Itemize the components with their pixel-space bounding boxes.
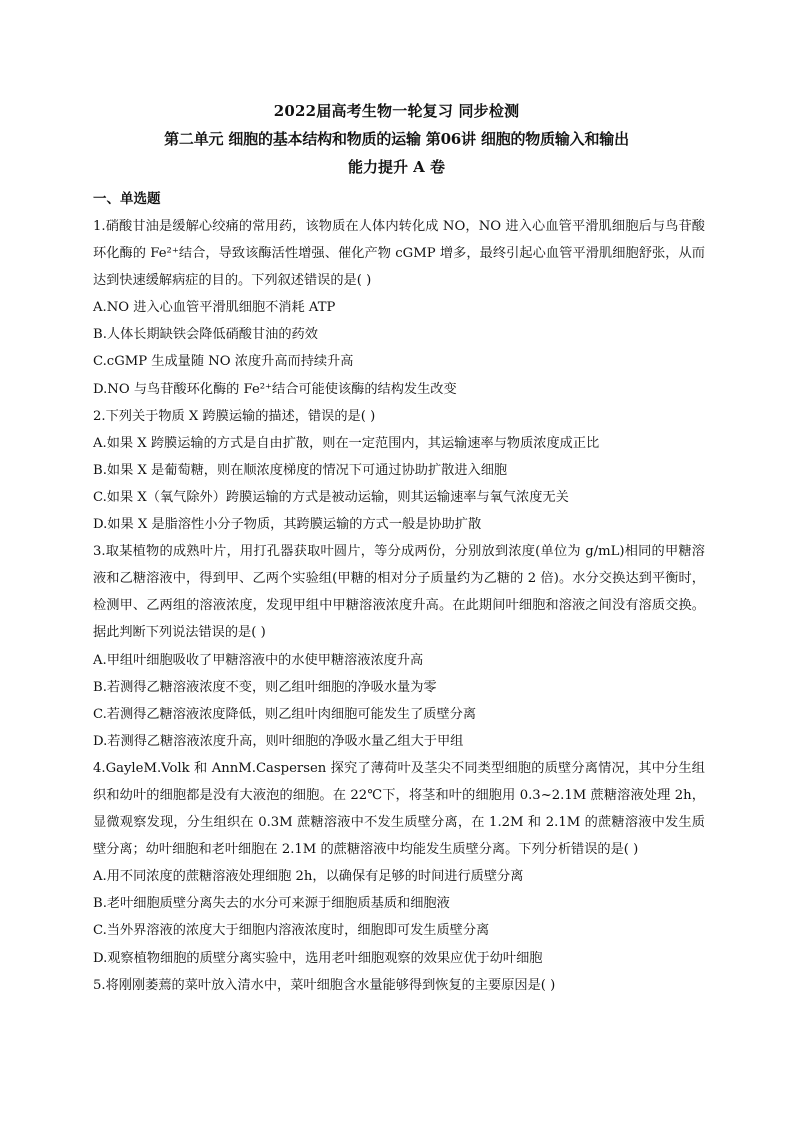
question-3-option-d: D.若测得乙糖溶液浓度升高，则叶细胞的净吸水量乙组大于甲组 xyxy=(93,733,464,749)
unit-title: 第二单元 细胞的基本结构和物质的运输 第06讲 细胞的物质输入和输出 xyxy=(164,130,629,148)
question-3-stem: 3.取某植物的成熟叶片，用打孔器获取叶圆片，等分成两份，分别放到浓度(单位为 g/mL)相同的甲糖溶液和乙糖溶液中，得到甲、乙两个实验组(甲糖的相对分子质量约为乙糖的 2 倍)。水分交换达到平衡时，检测甲、乙两组的溶液浓度，发现甲组中甲糖溶液浓度升高。在此期间叶细胞和溶液之间没有溶质交换。据此判断下列说法错误的是( ) xyxy=(93,544,705,641)
question-4-option-b: B.老叶细胞质壁分离失去的水分可来源于细胞质基质和细胞液 xyxy=(93,896,450,912)
question-1-option-d: D.NO 与鸟苷酸环化酶的 Fe²⁺结合可能使该酶的结构发生改变 xyxy=(93,381,457,397)
question-2-option-c: C.如果 X（氧气除外）跨膜运输的方式是被动运输，则其运输速率与氧气浓度无关 xyxy=(93,489,569,505)
question-2-option-d: D.如果 X 是脂溶性小分子物质，其跨膜运输的方式一般是协助扩散 xyxy=(93,517,482,533)
question-1-stem: 1.硝酸甘油是缓解心绞痛的常用药，该物质在人体内转化成 NO，NO 进入心血管平滑肌细胞后与鸟苷酸环化酶的 Fe²⁺结合，导致该酶活性增强、催化产物 cGMP 增多，最终引起心血管平滑肌细胞舒张，从而达到快速缓解病症的目的。下列叙述错误的是( ) xyxy=(93,219,705,289)
title-block xyxy=(0,97,793,181)
question-2-stem: 2.下列关于物质 X 跨膜运输的描述，错误的是( ) xyxy=(93,408,376,424)
question-3-option-c: C.若测得乙糖溶液浓度降低，则乙组叶肉细胞可能发生了质壁分离 xyxy=(93,706,477,722)
document-title: 2022届高考生物一轮复习 同步检测 xyxy=(273,102,520,120)
question-list xyxy=(93,186,705,999)
question-2-option-a: A.如果 X 跨膜运输的方式是自由扩散，则在一定范围内，其运输速率与物质浓度成正比 xyxy=(93,435,600,451)
question-1-option-c: C.cGMP 生成量随 NO 浓度升高而持续升高 xyxy=(93,354,354,370)
question-3-option-b: B.若测得乙糖溶液浓度不变，则乙组叶细胞的净吸水量为零 xyxy=(93,679,437,695)
question-4-option-c: C.当外界溶液的浓度大于细胞内溶液浓度时，细胞即可发生质壁分离 xyxy=(93,923,490,939)
section-heading: 一、单选题 xyxy=(93,191,161,207)
question-4-option-a: A.用不同浓度的蔗糖溶液处理细胞 2h，以确保有足够的时间进行质壁分离 xyxy=(93,869,524,885)
paper-subtitle: 能力提升 A 卷 xyxy=(347,158,446,176)
question-2-option-b: B.如果 X 是葡萄糖，则在顺浓度梯度的情况下可通过协助扩散进入细胞 xyxy=(93,462,508,478)
question-4-stem: 4.GayleM.Volk 和 AnnM.Caspersen 探究了薄荷叶及茎尖不同类型细胞的质壁分离情况，其中分生组织和幼叶的细胞都是没有大液泡的细胞。在 22℃下，将茎和叶的细胞用 0.3~2.1M 蔗糖溶液处理 2h，显微观察发现，分生组织在 0.3M 蔗糖溶液中不发生质壁分离，在 1.2M 和 2.1M 的蔗糖溶液中发生质壁分离；幼叶细胞和老叶细胞在 2.1M 的蔗糖溶液中均能发生质壁分离。下列分析错误的是( ) xyxy=(93,760,705,858)
question-1-option-b: B.人体长期缺铁会降低硝酸甘油的药效 xyxy=(93,327,318,343)
question-4-option-d: D.观察植物细胞的质壁分离实验中，选用老叶细胞观察的效果应优于幼叶细胞 xyxy=(93,950,543,966)
question-3-option-a: A.甲组叶细胞吸收了甲糖溶液中的水使甲糖溶液浓度升高 xyxy=(93,652,424,668)
question-1-option-a: A.NO 进入心血管平滑肌细胞不消耗 ATP xyxy=(93,300,336,316)
question-5-stem: 5.将刚刚萎蔫的菜叶放入清水中，菜叶细胞含水量能够得到恢复的主要原因是( ) xyxy=(93,977,556,993)
